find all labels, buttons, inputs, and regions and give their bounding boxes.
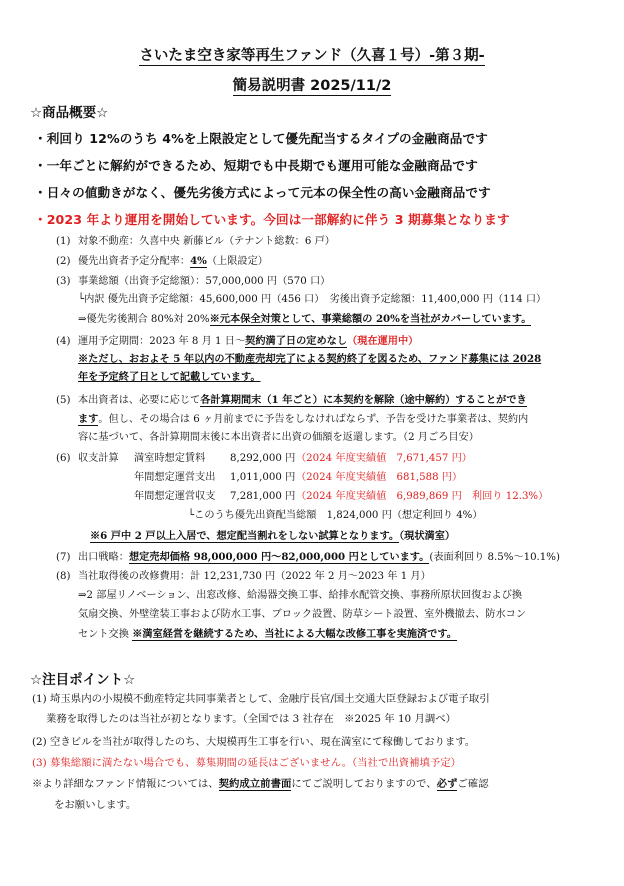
note-end: ご確認: [457, 778, 489, 790]
item-1-text: 対象不動産：久喜中央 新藤ビル（テナント総数：6 戸）: [78, 236, 335, 247]
income-row: [134, 490, 548, 504]
income-row-actual: （2024 年度実績値 681,588 円）: [296, 472, 463, 483]
item-5-line-3: 容に基づいて、各計算期間末後に本出資者に出資の価額を返還します。（2 月ごろ目安）: [78, 432, 479, 443]
item-4-line-3: [78, 370, 261, 384]
income-row-value: 1,011,000 円: [230, 472, 296, 483]
item-number: (8): [56, 571, 71, 582]
occupancy-status: （現状満室）: [399, 530, 456, 542]
item-5-pre: 本出資者は、必要に応じて: [78, 395, 201, 406]
overview-bullet-1: ・利回り 12%のうち 4%を上限設定として優先配当するタイプの金融商品です: [34, 131, 488, 146]
item-5-cont: 。但し、その場合は 6 ヶ月前までに予告をしなければならず、予告を受けた事業者は、契約内: [98, 414, 529, 425]
item-number: (3): [56, 276, 71, 287]
item-1: [56, 235, 335, 249]
expected-sale-price: 想定売却価格 98,000,000 円～82,000,000 円としています。: [128, 551, 430, 563]
item-2: [56, 254, 268, 269]
item-3-line-2: └内訳 優先出資予定総額：45,600,000 円（456 口） 劣後出資予定総額：11,400,000 円（114 口）: [78, 294, 547, 305]
renovation-detail-3: [78, 627, 457, 642]
overview-heading: ☆商品概要☆: [30, 105, 109, 121]
income-row: [134, 452, 472, 466]
item-3-line-1: 事業総額（出資予定総額）：57,000,000 円（570 口）: [78, 276, 331, 287]
income-row-actual: （2024 年度実績値 7,671,457 円）: [296, 453, 472, 464]
overview-bullet-3: ・日々の値動きがなく、優先劣後方式によって元本の保全性の高い金融商品です: [34, 185, 491, 200]
item-4-note-1: ※ただし、おおよそ 5 年以内の不動産売却完了による契約終了を図るため、ファンド募集には 2028: [78, 353, 542, 365]
item-3-line-3: [78, 312, 531, 327]
must-emphasis: 必ず: [436, 778, 458, 790]
exit-strategy-label: 出口戦略：: [78, 552, 129, 563]
item-7: [56, 550, 560, 565]
item-5-line-2: [78, 412, 528, 427]
item-3: [56, 275, 330, 289]
renovation-completed-note: ※満室経営を継続するため、当社による大幅な改修工事を実施済です。: [132, 628, 457, 640]
points-note-line-1: [32, 777, 489, 791]
principal-protection-note: ※元本保全対策として、事業総額の 20%を当社がカバーしています。: [209, 313, 532, 325]
item-4-line-2: [78, 352, 541, 366]
cancellation-note-end: ます: [78, 413, 99, 425]
renovation-detail-2: 気扇交換、外壁塗装工事および防水工事、ブロック設置、防草シート設置、室外機撤去、防水コン: [78, 609, 527, 620]
income-row-name: 年間想定運営支出: [134, 472, 216, 483]
note-mid: にてご説明しておりますので、: [291, 778, 437, 790]
item-number: (7): [56, 552, 71, 563]
item-number: (6): [56, 453, 71, 464]
pre-contract-document: 契約成立前書面: [218, 778, 292, 790]
surface-yield: (表面利回り 8.5%～10.1%): [429, 552, 560, 563]
item-number: (1): [56, 236, 71, 247]
operation-period: 運用予定期間：2023 年 8 月 1 日～: [78, 336, 246, 347]
item-6: [56, 452, 119, 466]
cancellation-note: 各計算期間末（1 年ごと）に本契約を解除（途中解約）することができ: [200, 394, 527, 406]
occupancy-condition: ※6 戸中 2 戸以上入居で、想定配当割れをしない試算となります。: [90, 530, 400, 542]
overview-bullet-2: ・一年ごとに解約ができるため、短期でも中長期でも運用可能な金融商品です: [34, 158, 478, 173]
income-row-value: 8,292,000 円: [230, 453, 296, 464]
occupancy-note: [90, 529, 455, 544]
no-expiry-note: 契約満了日の定めなし: [245, 335, 348, 347]
points-heading: ☆注目ポイント☆: [30, 672, 136, 688]
item-number: (4): [56, 336, 71, 347]
renovation-detail-tail: セント交換: [78, 629, 133, 640]
item-8: [56, 570, 431, 584]
item-5: [56, 393, 527, 408]
item-4-note-2: 年を予定終了日として記載しています。: [78, 371, 261, 383]
income-row: [134, 471, 462, 485]
income-row-actual: （2024 年度実績値 6,989,869 円 利回り 12.3%）: [296, 491, 549, 502]
point-1-line-1: (1) 埼玉県内の小規模不動産特定共同事業者として、金融庁長官/国土交通大臣登録および電子取引: [32, 693, 490, 705]
renovation-cost: 当社取得後の改修費用：計 12,231,730 円（2022 年 2 月～2023 年 1 月）: [78, 571, 431, 582]
item-number: (5): [56, 395, 71, 406]
point-1-line-2: 業務を取得したのは当社が初となります。（全国では 3 社存在 ※2025 年 10 月調べ）: [46, 713, 457, 725]
item-number: (2): [56, 256, 71, 267]
fund-name: さいたま空き家等再生ファンド（久喜１号）-第３期-: [139, 48, 485, 64]
income-row-name: 満室時想定賃料: [134, 453, 206, 464]
item-4: [56, 334, 418, 349]
priority-ratio: ⇒優先劣後割合 80%対 20%: [78, 314, 210, 325]
note-pre: ※より詳細なファンド情報については、: [32, 778, 219, 790]
point-2: (2) 空きビルを当社が取得したのち、大規模再生工事を行い、現在満室にて稼働しております。: [32, 736, 476, 748]
points-note-line-2: をお願いします。: [54, 799, 137, 811]
preferred-dividend-total: └このうち優先出資配当総額 1,824,000 円（想定利回り 4%）: [188, 510, 483, 521]
overview-bullet-4: ・2023 年より運用を開始しています。今回は一部解約に伴う 3 期募集となります: [34, 212, 510, 227]
item-2-post: （上限設定）: [206, 256, 268, 267]
renovation-detail-1: ⇒2 部屋リノベーション、出窓改修、給湯器交換工事、給排水配管交換、事務所原状回復および換: [78, 590, 523, 601]
dividend-rate: 4%: [190, 255, 207, 267]
income-row-name: 年間想定運営収支: [134, 491, 216, 502]
income-label: 収支計算: [78, 453, 119, 464]
description-date: 簡易説明書 2025/11/2: [232, 78, 392, 94]
income-row-value: 7,281,000 円: [230, 491, 296, 502]
point-3: (3) 募集総額に満たない場合でも、募集期間の延長はございません。（当社で出資補填予定）: [32, 757, 462, 769]
in-operation-badge: （現在運用中）: [347, 335, 419, 347]
document-title: [0, 44, 624, 65]
item-2-pre: 優先出資者予定分配率：: [78, 256, 191, 267]
document-subtitle: [0, 74, 624, 95]
